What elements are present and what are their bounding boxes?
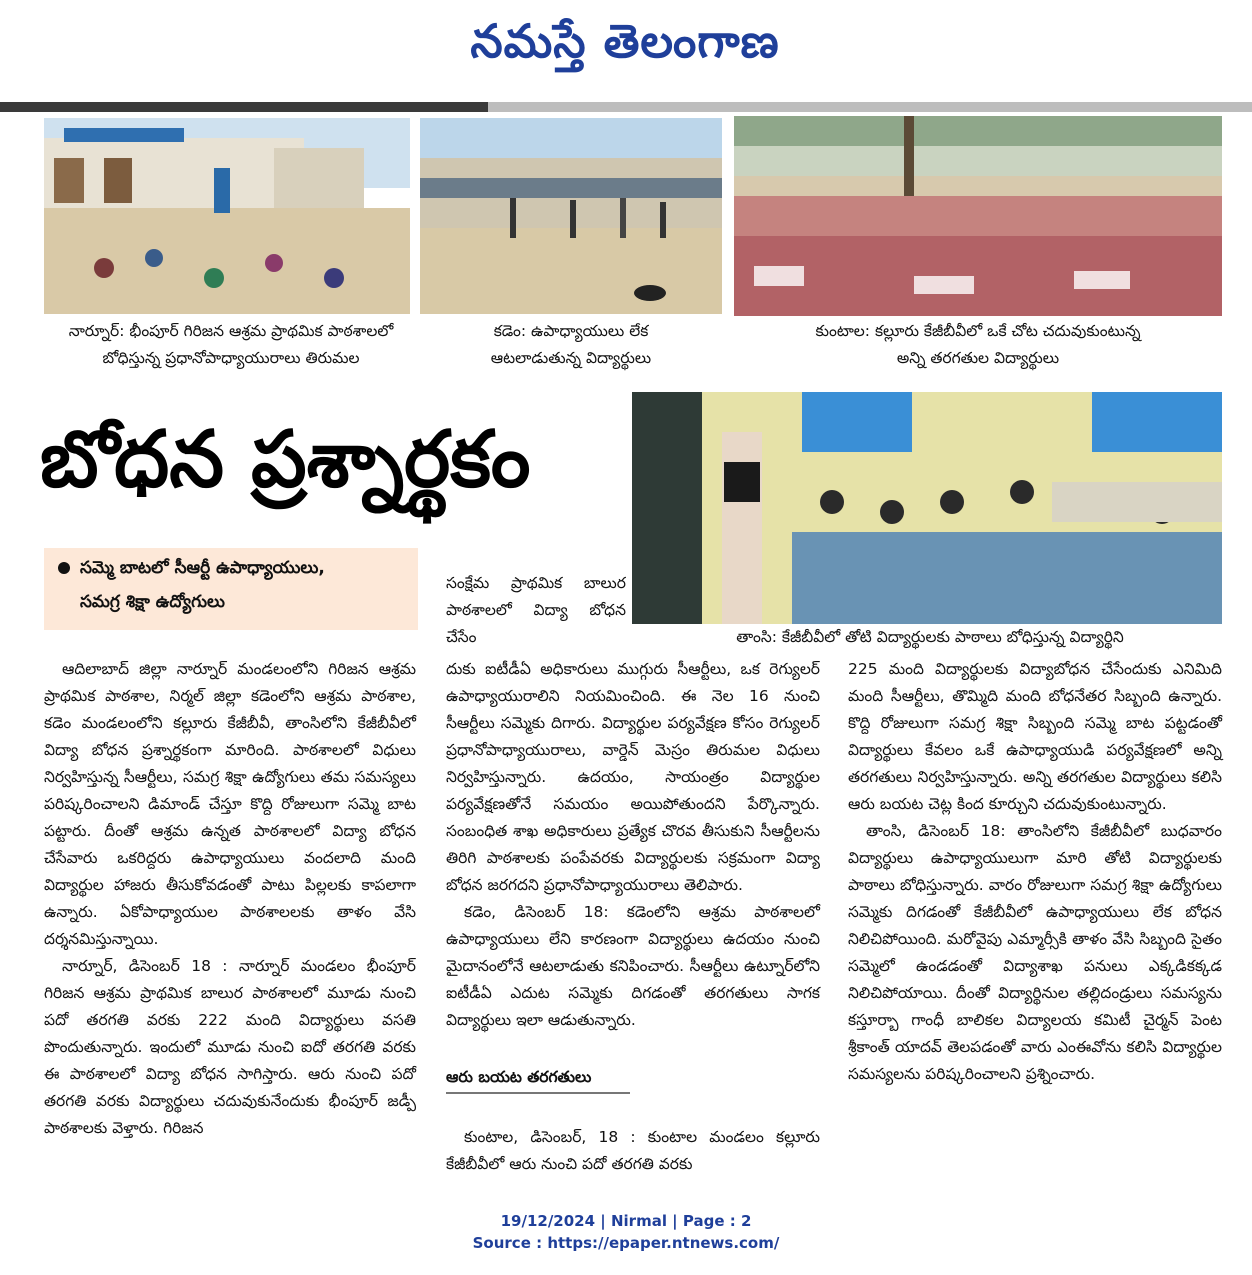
photo-caption-kuntala: కుంటాల: కల్లూరు కేజీబీవీలో ఒకే చోట చదువుకుంటున్న అన్ని తరగతుల విద్యార్థులు (815, 322, 1141, 367)
edition-info: 19/12/2024 | Nirmal | Page : 2 (500, 1212, 752, 1230)
article-headline: బోధన ప్రశ్నార్థకం (40, 415, 531, 505)
paragraph: తాంసి, డిసెంబర్ 18: తాంసిలోని కేజీబీవీలో బుధవారం విద్యార్థులు ఉపాధ్యాయులుగా మారి తోటి విద్యార్థులకు పాఠాలు బోధిస్తున్నారు. వారం రోజులుగా సమగ్ర శిక్షా ఉద్యోగులు సమ్మెకు దిగడంతో కేజీబీవీలో ఉపాధ్యాయులు లేక బోధన నిలిచిపోయింది. మరోవైపు ఎమ్మార్సీకి తాళం వేసి సిబ్బంది సైతం సమ్మెలో ఉండడంతో విద్యాశాఖ పనులు ఎక్కడికక్కడ నిలిచిపోయాయి. దీంతో విద్యార్థినుల తల్లిదండ్రులు సమస్యను కస్తూర్బా గాంధీ బాలికల విద్యాలయ కమిటీ చైర్మన్ పెంట శ్రీకాంత్ యాదవ్ తెలపడంతో వారు ఎంఈవోను కలిసి విద్యార్థుల సమస్యలను పరిష్కరించాలని ప్రశ్నించారు. (848, 822, 1222, 1083)
photo-tamsi-classroom (632, 392, 1222, 624)
photo-kallur-kgbv (734, 116, 1222, 316)
article-column-2 (446, 656, 820, 1052)
masthead (0, 0, 1252, 100)
article-column-3 (848, 656, 1222, 1184)
paragraph: ఆదిలాబాద్ జిల్లా నార్నూర్ మండలంలోని గిరిజన ఆశ్రమ ప్రాథమిక పాఠశాల, నిర్మల్ జిల్లా కడెంలోని ఆశ్రమ పాఠశాల, కడెం మండలంలోని కల్లూరు కేజీబీవీ, తాంసిలోని కేజీబీవీలో విద్యా బోధన ప్రశ్నార్థకంగా మారింది. పాఠశాలలో విధులు నిర్వహిస్తున్న సీఆర్టీలు, సమగ్ర శిక్షా ఉద్యోగులు తమ సమస్యలు పరిష్కరించాలని డిమాండ్ చేస్తూ కొద్ది రోజులుగా సమ్మె బాట పట్టారు. దీంతో ఆశ్రమ ఉన్నత పాఠశాలలో విద్యా బోధన చేసేవారు ఒకరిద్దరు ఉపాధ్యాయులు వందలాది మంది విద్యార్థుల హాజరు తీసుకోవడంతో పాటు పిల్లలకు కాపలాగా ఉన్నారు. ఏకోపాధ్యాయుల పాఠశాలలకు తాళం వేసి దర్శనమిస్తున్నాయి. (44, 660, 416, 948)
source-link[interactable]: Source : https://epaper.ntnews.com/ (472, 1234, 780, 1252)
article-subhead: ఆరు బయట తరగతులు (446, 1062, 630, 1094)
paragraph: నార్నూర్, డిసెంబర్ 18 : నార్నూర్ మండలం భీంపూర్ గిరిజన ఆశ్రమ ప్రాథమిక బాలుర పాఠశాలలో మూడు నుంచి పదో తరగతి వరకు 222 మంది విద్యార్థులు వసతి పొందుతున్నారు. ఇందులో మూడు నుంచి ఐదో తరగతి వరకు ఈ పాఠశాలలో విద్యా బోధన సాగిస్తారు. ఆరు నుంచి పదో తరగతి వరకు విద్యార్థులు చదువుకునేందుకు భీంపూర్ జడ్పీ పాఠశాలకు వెళ్తారు. గిరిజన (44, 957, 416, 1137)
article-column-1 (44, 656, 416, 1184)
photo-caption-narnoor: నార్నూర్: భీంపూర్ గిరిజన ఆశ్రమ ప్రాథమిక పాఠశాలలో బోధిస్తున్న ప్రధానోపాధ్యాయురాలు తిరుమల (68, 322, 394, 367)
paragraph: సంక్షేమ ప్రాథమిక బాలుర పాఠశాలలో విద్యా బోధన చేసేం (446, 574, 626, 646)
newspaper-logo: నమస్తే తెలంగాణ (470, 14, 780, 68)
paragraph: 225 మంది విద్యార్థులకు విద్యాబోధన చేసేందుకు ఎనిమిది మంది సీఆర్టీలు, తొమ్మిది మంది బోధనేతర సిబ్బంది ఉన్నారు. కొద్ది రోజులుగా సమగ్ర శిక్షా సిబ్బంది సమ్మె బాట పట్టడంతో విద్యార్థులు కేవలం ఒకే ఉపాధ్యాయుడి పర్యవేక్షణలో అన్ని తరగతులు నిర్వహిస్తున్నారు. అన్ని తరగతుల విద్యార్థులు కలిసి ఆరు బయట చెట్ల కింద కూర్చుని చదువుకుంటున్నారు. (848, 660, 1222, 813)
masthead-rule (0, 102, 1252, 112)
paragraph: దుకు ఐటీడీఏ అధికారులు ముగ్గురు సీఆర్టీలు, ఒక రెగ్యులర్ ఉపాధ్యాయురాలిని నియమించింది. ఈ నెల 16 నుంచి సీఆర్టీలు సమ్మెకు దిగారు. విద్యార్థుల పర్యవేక్షణ కోసం రెగ్యులర్ ప్రధానోపాధ్యాయురాలు, వార్డెన్ మెస్రం తిరుమల విధులు నిర్వహిస్తున్నారు. ఉదయం, సాయంత్రం విద్యార్థుల పర్యవేక్షణతోనే సమయం అయిపోతుందని పేర్కొన్నారు. సంబంధిత శాఖ అధికారులు ప్రత్యేక చొరవ తీసుకుని సీఆర్టీలను తిరిగి పాఠశాలకు పంపేవరకు విద్యార్థులకు సక్రమంగా విద్యా బోధన జరగదని ప్రధానోపాధ్యాయురాలు తెలిపారు. (446, 660, 820, 894)
article-deck: సమ్మె బాటలో సీఆర్టీ ఉపాధ్యాయులు, సమగ్ర శిక్షా ఉద్యోగులు (44, 548, 418, 630)
photo-caption-kadem: కడెం: ఉపాధ్యాయులు లేక ఆటలాడుతున్న విద్యార్థులు (490, 322, 652, 367)
paragraph: కడెం, డిసెంబర్ 18: కడెంలోని ఆశ్రమ పాఠశాలలో ఉపాధ్యాయులు లేని కారణంగా విద్యార్థులు ఉదయం నుంచి మైదానంలోనే ఆటలాడుతు కనిపించారు. సీఆర్టీలు ఉట్నూర్‌లోని ఐటీడీఏ ఎదుట సమ్మెకు దిగడంతో తరగతులు సాగక విద్యార్థులు ఇలా ఆడుతున్నారు. (446, 903, 820, 1029)
page-footer (0, 1210, 1252, 1254)
article-column-2-top (446, 570, 626, 654)
bullet-icon (58, 562, 70, 574)
paragraph: కుంటాల, డిసెంబర్, 18 : కుంటాల మండలం కల్లూరు కేజీబీవీలో ఆరు నుంచి పదో తరగతి వరకు (446, 1128, 820, 1173)
article-column-2-bottom (446, 1124, 820, 1184)
photo-narnoor-school (44, 118, 410, 314)
photo-kadem-playground (420, 118, 722, 314)
photo-caption-tamsi: తాంసి: కేజీబీవీలో తోటి విద్యార్థులకు పాఠాలు బోధిస్తున్న విద్యార్థిని (736, 628, 1124, 646)
